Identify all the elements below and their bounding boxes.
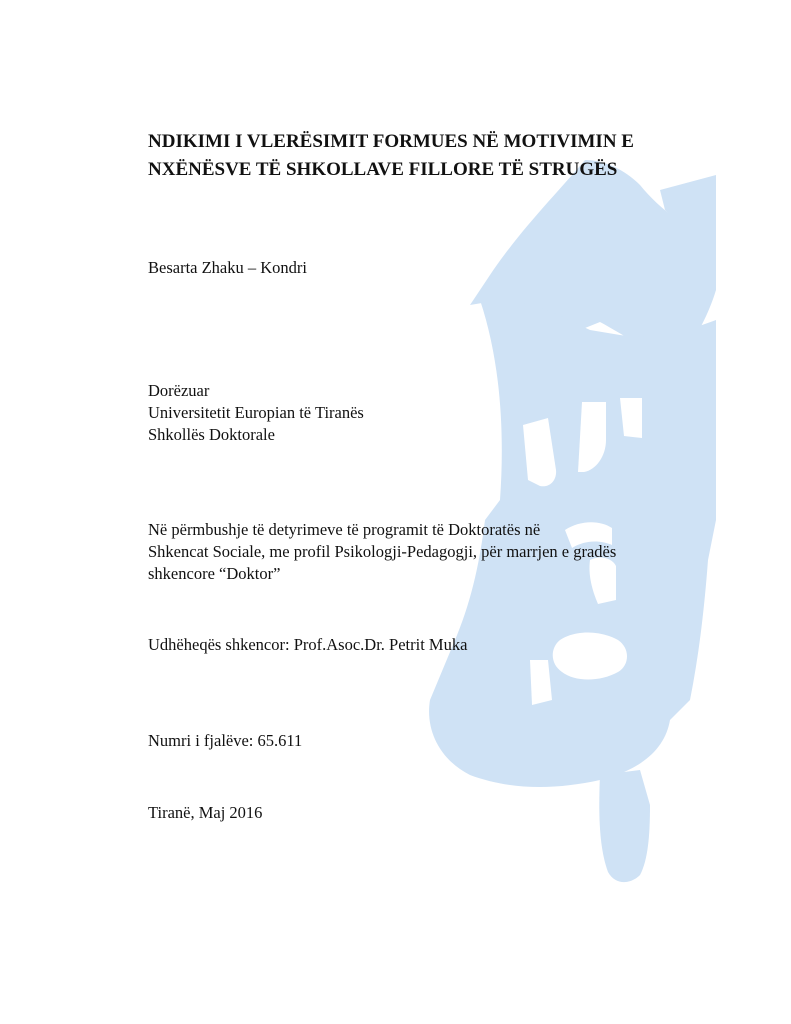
scientific-supervisor: Udhëheqës shkencor: Prof.Asoc.Dr. Petrit Muka <box>148 635 468 654</box>
submitted-to <box>148 380 364 446</box>
word-count: Numri i fjalëve: 65.611 <box>148 731 303 750</box>
fulfillment-line-2: Shkencat Sociale, me profil Psikologji-Pedagogji, për marrjen e gradës <box>148 542 617 561</box>
thesis-title-line-2: NXËNËSVE TË SHKOLLAVE FILLORE TË STRUGËS <box>148 159 618 180</box>
fulfillment-line-1: Në përmbushje të detyrimeve të programit të Doktoratës në <box>148 520 541 539</box>
submitted-label: Dorëzuar <box>148 381 210 400</box>
author-name: Besarta Zhaku – Kondri <box>148 258 307 277</box>
doctoral-school: Shkollës Doktorale <box>148 425 275 444</box>
thesis-title <box>148 128 728 184</box>
fulfillment-line-3: shkencore “Doktor” <box>148 564 281 583</box>
university-name: Universitetit Europian të Tiranës <box>148 403 364 422</box>
degree-fulfillment-statement <box>148 519 616 585</box>
thesis-title-line-1: NDIKIMI I VLERËSIMIT FORMUES NË MOTIVIMIN E <box>148 131 634 152</box>
place-and-date: Tiranë, Maj 2016 <box>148 803 263 822</box>
